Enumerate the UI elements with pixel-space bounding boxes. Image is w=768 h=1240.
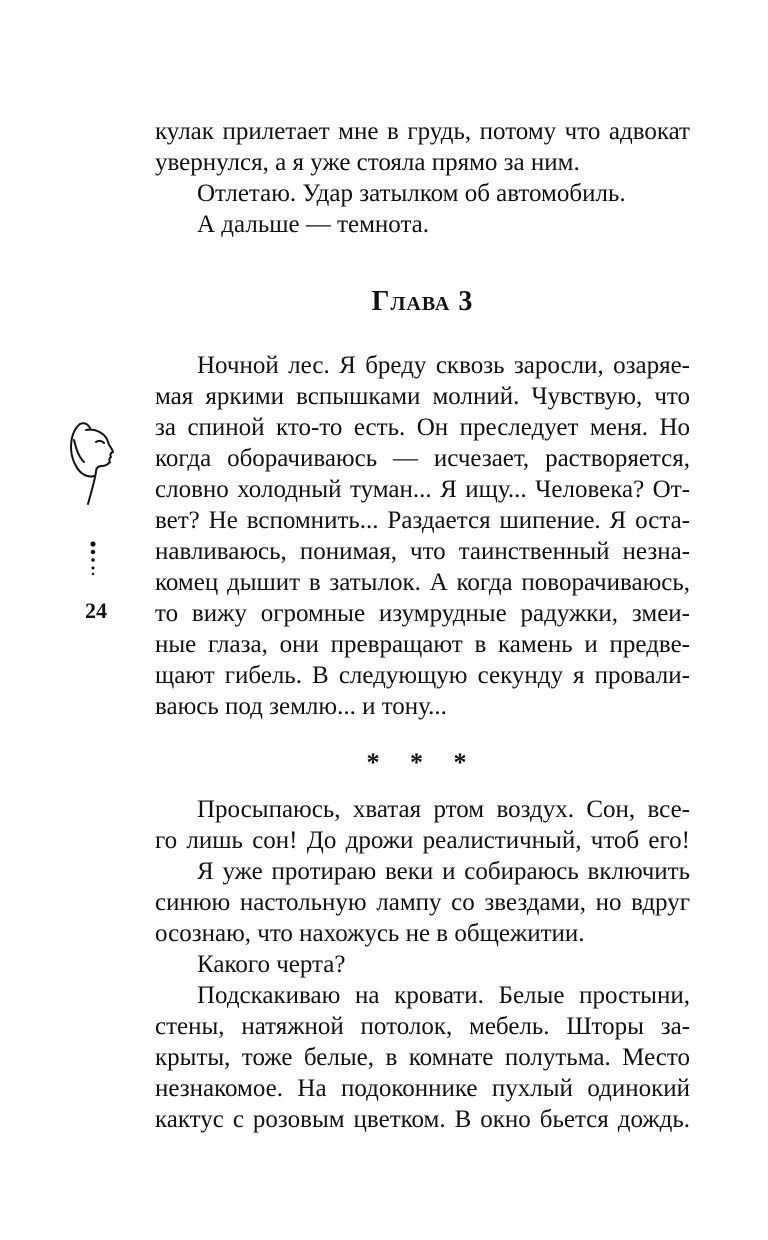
text-line: осознаю, что нахожусь не в общежитии. <box>155 920 585 947</box>
paragraph <box>155 350 690 722</box>
page-number: 24 <box>85 598 107 623</box>
text-line: мая яркими вспышками молний. Чувствую, что <box>155 383 690 410</box>
text-line: щают гибель. В следующую секунду я провали- <box>155 662 690 689</box>
text-line: стены, натяжной потолок, мебель. Шторы за- <box>155 1013 690 1040</box>
text-line: ные глаза, они превращают в камень и предве- <box>155 631 690 658</box>
text-line: то вижу огромные изумрудные радужки, змеи- <box>155 600 690 627</box>
text-line: комец дышит в затылок. А когда поворачиваюсь, <box>155 569 690 596</box>
paragraph <box>155 209 690 240</box>
text-line: ваюсь под землю... и тону... <box>155 693 447 720</box>
text-line: кулак прилетает мне в грудь, потому что адвокат <box>155 118 690 145</box>
text-line: незнакомое. На подоконнике пухлый одинокий <box>155 1075 690 1102</box>
face-profile-icon <box>66 418 126 598</box>
scene-separator: * * * <box>366 748 479 777</box>
bottom-text-block <box>155 794 690 1135</box>
paragraph <box>155 980 690 1135</box>
text-line: го лишь сон! До дрожи реалистичный, чтоб его! <box>155 827 690 854</box>
text-line: крыты, тоже белые, в комнате полутьма. Место <box>155 1044 690 1071</box>
text-line: увернулся, а я уже стояла прямо за ним. <box>155 149 580 176</box>
text-line: Я уже протираю веки и собираюсь включить <box>197 858 690 885</box>
text-line: навливаюсь, понимая, что таинственный незна- <box>155 538 690 565</box>
paragraph <box>155 178 690 209</box>
text-line: вет? Не вспомнить... Раздается шипение. Я оста- <box>155 507 690 534</box>
top-text-block <box>155 116 690 240</box>
paragraph <box>155 116 690 178</box>
chapter-title: Глава 3 <box>371 286 474 317</box>
paragraph <box>155 949 690 980</box>
text-line: Какого черта? <box>197 951 346 978</box>
text-line: за спиной кто-то есть. Он преследует меня. Но <box>155 414 690 441</box>
text-line: А дальше — темнота. <box>197 211 430 238</box>
dream-text-block <box>155 350 690 722</box>
text-line: синюю настольную лампу со звездами, но вдруг <box>155 889 690 916</box>
text-line: Подскакиваю на кровати. Белые простыни, <box>197 982 690 1009</box>
text-line: словно холодный туман... Я ищу... Человека? От- <box>155 476 690 503</box>
paragraph <box>155 794 690 856</box>
paragraph <box>155 856 690 949</box>
text-line: Отлетаю. Удар затылком об автомобиль. <box>197 180 626 207</box>
text-line: когда оборачиваюсь — исчезает, растворяется, <box>155 445 690 472</box>
text-line: кактус с розовым цветком. В окно бьется дождь. <box>155 1106 690 1133</box>
text-line: Ночной лес. Я бреду сквозь заросли, озаряе- <box>197 352 690 379</box>
text-line: Просыпаюсь, хватая ртом воздух. Сон, все- <box>197 796 690 823</box>
